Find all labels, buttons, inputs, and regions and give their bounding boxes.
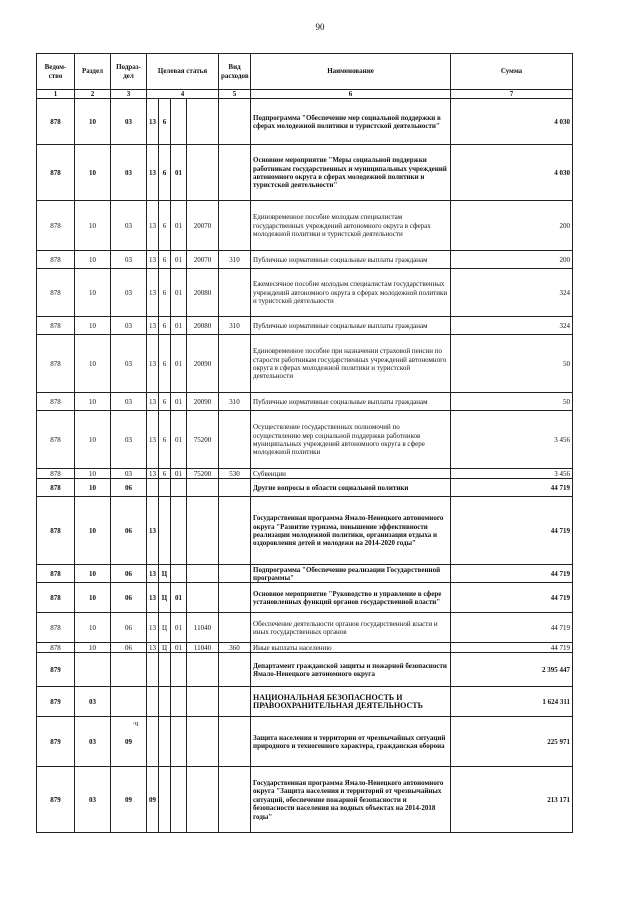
table-row — [37, 335, 573, 393]
vid-raskhodov-cell — [219, 653, 251, 687]
vid-raskhodov-cell — [219, 411, 251, 469]
podrazdel-cell: 06 — [111, 643, 147, 653]
subprogram-code-cell: Ц — [159, 613, 171, 643]
table-row — [37, 653, 573, 687]
subprogram-code-cell — [159, 653, 171, 687]
table-row — [37, 99, 573, 145]
table-row — [37, 317, 573, 335]
column-number: 4 — [147, 90, 219, 99]
event-code-cell — [171, 687, 187, 717]
program-code-cell: 09 — [147, 767, 159, 833]
vedomstvo-cell: 879 — [37, 687, 75, 717]
column-number: 1 — [37, 90, 75, 99]
vedomstvo-cell: 879 — [37, 767, 75, 833]
subprogram-code-cell: Ц — [159, 643, 171, 653]
budget-table — [36, 53, 573, 833]
podrazdel-cell: 03 — [111, 393, 147, 411]
column-number: 6 — [251, 90, 451, 99]
vid-raskhodov-cell: 360 — [219, 643, 251, 653]
summa-cell: 44 719 — [451, 613, 573, 643]
header-tselevaya-statya: Целевая статья — [147, 54, 219, 90]
naimenovanie-cell: Департамент гражданской защиты и пожарной безопасности Ямало-Ненецкого автономного округа — [251, 653, 451, 687]
vedomstvo-cell: 878 — [37, 269, 75, 317]
podrazdel-cell: 06 — [111, 479, 147, 497]
naimenovanie-cell: Государственная программа Ямало-Ненецкого автономного округа "Развитие туризма, повышение эффективности реализации молодежной политики, организация отдыха и оздоровления детей и молодежи на 2014-2020 годы" — [251, 497, 451, 565]
podrazdel-cell: 03 — [111, 251, 147, 269]
razdel-cell: 03 — [75, 717, 111, 767]
header-summa: Сумма — [451, 54, 573, 90]
event-code-cell: 01 — [171, 317, 187, 335]
table-row — [37, 145, 573, 201]
program-code-cell: 13 — [147, 411, 159, 469]
event-code-cell — [171, 653, 187, 687]
direction-code-cell: 11040 — [187, 613, 219, 643]
table-row — [37, 717, 573, 767]
subprogram-code-cell: 6 — [159, 201, 171, 251]
header-vedomstvo: Ведом-ство — [37, 54, 75, 90]
event-code-cell — [171, 497, 187, 565]
program-code-cell: 13 — [147, 201, 159, 251]
scan-mark: ·ч — [132, 719, 139, 728]
table-row — [37, 411, 573, 469]
summa-cell: 324 — [451, 317, 573, 335]
program-code-cell — [147, 717, 159, 767]
naimenovanie-cell: Защита населения и территории от чрезвычайных ситуаций природного и техногенного характера, гражданская оборона — [251, 717, 451, 767]
naimenovanie-cell: Основное мероприятие "Руководство и управление в сфере установленных функций органов государственной власти" — [251, 583, 451, 613]
naimenovanie-cell: Публичные нормативные социальные выплаты гражданам — [251, 251, 451, 269]
vedomstvo-cell: 878 — [37, 643, 75, 653]
event-code-cell: 01 — [171, 145, 187, 201]
vid-raskhodov-cell — [219, 613, 251, 643]
column-number: 7 — [451, 90, 573, 99]
program-code-cell: 13 — [147, 145, 159, 201]
program-code-cell: 13 — [147, 335, 159, 393]
event-code-cell: 01 — [171, 613, 187, 643]
naimenovanie-cell: Ежемесячное пособие молодым специалистам государственных учреждений автономного округа в сферах молодежной политики и туристской деятельности — [251, 269, 451, 317]
vedomstvo-cell: 878 — [37, 497, 75, 565]
table-row — [37, 643, 573, 653]
table-row — [37, 393, 573, 411]
vid-raskhodov-cell — [219, 335, 251, 393]
table-row — [37, 583, 573, 613]
razdel-cell: 10 — [75, 497, 111, 565]
razdel-cell: 10 — [75, 269, 111, 317]
summa-cell: 200 — [451, 251, 573, 269]
vedomstvo-cell: 879 — [37, 717, 75, 767]
subprogram-code-cell: 6 — [159, 469, 171, 479]
podrazdel-cell: 09 — [111, 767, 147, 833]
podrazdel-cell: 03 — [111, 269, 147, 317]
direction-code-cell: 11040 — [187, 643, 219, 653]
direction-code-cell: 20080 — [187, 317, 219, 335]
razdel-cell — [75, 653, 111, 687]
subprogram-code-cell: 6 — [159, 251, 171, 269]
vedomstvo-cell: 878 — [37, 393, 75, 411]
table-row — [37, 469, 573, 479]
direction-code-cell — [187, 145, 219, 201]
summa-cell: 44 719 — [451, 583, 573, 613]
naimenovanie-cell: Государственная программа Ямало-Ненецкого автономного округа "Защита населения и территорий от чрезвычайных ситуаций, обеспечение пожарной безопасности и безопасности населения на водных объектах на 2014-2018 годы" — [251, 767, 451, 833]
vid-raskhodov-cell — [219, 269, 251, 317]
event-code-cell — [171, 99, 187, 145]
program-code-cell: 13 — [147, 251, 159, 269]
subprogram-code-cell: 6 — [159, 99, 171, 145]
event-code-cell: 01 — [171, 393, 187, 411]
event-code-cell: 01 — [171, 251, 187, 269]
table-row — [37, 497, 573, 565]
subprogram-code-cell: 6 — [159, 393, 171, 411]
program-code-cell: 13 — [147, 393, 159, 411]
program-code-cell: 13 — [147, 583, 159, 613]
summa-cell: 225 971 — [451, 717, 573, 767]
podrazdel-cell: 06 — [111, 565, 147, 583]
direction-code-cell — [187, 99, 219, 145]
naimenovanie-cell: Единовременное пособие при назначении страховой пенсии по старости работникам государственных учреждений автономного округа в сферах молодежной политики и туристской деятельности — [251, 335, 451, 393]
razdel-cell: 10 — [75, 335, 111, 393]
podrazdel-cell: 06 — [111, 497, 147, 565]
vedomstvo-cell: 878 — [37, 99, 75, 145]
subprogram-code-cell — [159, 497, 171, 565]
summa-cell: 1 624 311 — [451, 687, 573, 717]
razdel-cell: 03 — [75, 767, 111, 833]
naimenovanie-cell: Другие вопросы в области социальной политики — [251, 479, 451, 497]
table-row — [37, 767, 573, 833]
vid-raskhodov-cell — [219, 687, 251, 717]
program-code-cell: 13 — [147, 317, 159, 335]
vedomstvo-cell: 878 — [37, 469, 75, 479]
naimenovanie-cell: Публичные нормативные социальные выплаты гражданам — [251, 317, 451, 335]
event-code-cell: 01 — [171, 335, 187, 393]
naimenovanie-cell: Единовременное пособие молодым специалистам государственных учреждений автономного округа в сферах молодежной политики и туристской деятельности — [251, 201, 451, 251]
summa-cell: 200 — [451, 201, 573, 251]
podrazdel-cell: 03 — [111, 335, 147, 393]
subprogram-code-cell: 6 — [159, 411, 171, 469]
razdel-cell: 10 — [75, 393, 111, 411]
summa-cell: 324 — [451, 269, 573, 317]
razdel-cell: 10 — [75, 643, 111, 653]
subprogram-code-cell: Ц — [159, 583, 171, 613]
table-row — [37, 201, 573, 251]
razdel-cell: 10 — [75, 201, 111, 251]
vedomstvo-cell: 878 — [37, 335, 75, 393]
razdel-cell: 10 — [75, 251, 111, 269]
naimenovanie-cell: Подпрограмма "Обеспечение реализации Государственной программы" — [251, 565, 451, 583]
naimenovanie-cell: Иные выплаты населению — [251, 643, 451, 653]
summa-cell: 50 — [451, 393, 573, 411]
event-code-cell — [171, 717, 187, 767]
vedomstvo-cell: 878 — [37, 317, 75, 335]
razdel-cell: 03 — [75, 687, 111, 717]
naimenovanie-cell: Обеспечение деятельности органов государственной власти и иных государственных органов — [251, 613, 451, 643]
table-row — [37, 687, 573, 717]
razdel-cell: 10 — [75, 613, 111, 643]
vedomstvo-cell: 878 — [37, 411, 75, 469]
naimenovanie-cell: НАЦИОНАЛЬНАЯ БЕЗОПАСНОСТЬ И ПРАВООХРАНИТЕЛЬНАЯ ДЕЯТЕЛЬНОСТЬ — [251, 687, 451, 717]
direction-code-cell: 20070 — [187, 201, 219, 251]
vid-raskhodov-cell: 310 — [219, 317, 251, 335]
summa-cell: 44 719 — [451, 479, 573, 497]
podrazdel-cell: 06 — [111, 613, 147, 643]
podrazdel-cell: 03 — [111, 411, 147, 469]
direction-code-cell — [187, 687, 219, 717]
podrazdel-cell — [111, 653, 147, 687]
subprogram-code-cell: 6 — [159, 335, 171, 393]
vedomstvo-cell: 878 — [37, 565, 75, 583]
summa-cell: 3 456 — [451, 411, 573, 469]
vid-raskhodov-cell — [219, 479, 251, 497]
subprogram-code-cell — [159, 687, 171, 717]
naimenovanie-cell: Субвенции — [251, 469, 451, 479]
direction-code-cell: 20090 — [187, 393, 219, 411]
summa-cell: 3 456 — [451, 469, 573, 479]
podrazdel-cell — [111, 687, 147, 717]
direction-code-cell — [187, 767, 219, 833]
naimenovanie-cell: Подпрограмма "Обеспечение мер социальной поддержки в сферах молодежной политики и туристской деятельности" — [251, 99, 451, 145]
direction-code-cell: 20090 — [187, 335, 219, 393]
event-code-cell: 01 — [171, 469, 187, 479]
event-code-cell: 01 — [171, 411, 187, 469]
column-number: 5 — [219, 90, 251, 99]
header-podrazdel: Подраз-дел — [111, 54, 147, 90]
razdel-cell: 10 — [75, 411, 111, 469]
event-code-cell — [171, 565, 187, 583]
program-code-cell: 13 — [147, 565, 159, 583]
event-code-cell — [171, 767, 187, 833]
podrazdel-cell: 03 — [111, 469, 147, 479]
subprogram-code-cell — [159, 479, 171, 497]
vid-raskhodov-cell: 310 — [219, 251, 251, 269]
header-vid-raskhodov: Вид расходов — [219, 54, 251, 90]
razdel-cell: 10 — [75, 317, 111, 335]
podrazdel-cell: 03 — [111, 99, 147, 145]
vid-raskhodov-cell — [219, 767, 251, 833]
summa-cell: 44 719 — [451, 497, 573, 565]
podrazdel-cell: 03 — [111, 317, 147, 335]
event-code-cell: 01 — [171, 269, 187, 317]
vedomstvo-cell: 878 — [37, 583, 75, 613]
vid-raskhodov-cell — [219, 99, 251, 145]
subprogram-code-cell: 6 — [159, 269, 171, 317]
direction-code-cell: 75200 — [187, 469, 219, 479]
summa-cell: 213 171 — [451, 767, 573, 833]
direction-code-cell — [187, 565, 219, 583]
direction-code-cell — [187, 479, 219, 497]
program-code-cell: 13 — [147, 613, 159, 643]
event-code-cell: 01 — [171, 201, 187, 251]
vid-raskhodov-cell — [219, 583, 251, 613]
program-code-cell: 13 — [147, 99, 159, 145]
program-code-cell — [147, 687, 159, 717]
vid-raskhodov-cell: 530 — [219, 469, 251, 479]
summa-cell: 44 719 — [451, 643, 573, 653]
podrazdel-cell: 03 — [111, 201, 147, 251]
summa-cell: 44 719 — [451, 565, 573, 583]
razdel-cell: 10 — [75, 145, 111, 201]
direction-code-cell: 20080 — [187, 269, 219, 317]
direction-code-cell — [187, 497, 219, 565]
table-row — [37, 269, 573, 317]
table-row — [37, 565, 573, 583]
table-row — [37, 251, 573, 269]
direction-code-cell: 20070 — [187, 251, 219, 269]
event-code-cell — [171, 479, 187, 497]
vedomstvo-cell: 878 — [37, 613, 75, 643]
vid-raskhodov-cell — [219, 201, 251, 251]
subprogram-code-cell — [159, 717, 171, 767]
event-code-cell: 01 — [171, 643, 187, 653]
table-row — [37, 613, 573, 643]
razdel-cell: 10 — [75, 469, 111, 479]
page-number: 90 — [315, 22, 325, 32]
program-code-cell: 13 — [147, 643, 159, 653]
column-number: 3 — [111, 90, 147, 99]
subprogram-code-cell: 6 — [159, 317, 171, 335]
vedomstvo-cell: 878 — [37, 251, 75, 269]
program-code-cell: 13 — [147, 469, 159, 479]
naimenovanie-cell: Основное мероприятие "Меры социальной поддержки работникам государственных и муниципальных учреждений автономного округа в сферах молодежной политики и туристской деятельности" — [251, 145, 451, 201]
summa-cell: 4 030 — [451, 99, 573, 145]
podrazdel-cell: 09 — [111, 717, 147, 767]
razdel-cell: 10 — [75, 565, 111, 583]
header-razdel: Раздел — [75, 54, 111, 90]
subprogram-code-cell: Ц — [159, 565, 171, 583]
podrazdel-cell: 03 — [111, 145, 147, 201]
program-code-cell — [147, 479, 159, 497]
vedomstvo-cell: 878 — [37, 201, 75, 251]
direction-code-cell — [187, 717, 219, 767]
direction-code-cell — [187, 583, 219, 613]
razdel-cell: 10 — [75, 99, 111, 145]
vedomstvo-cell: 878 — [37, 145, 75, 201]
subprogram-code-cell: 6 — [159, 145, 171, 201]
razdel-cell: 10 — [75, 583, 111, 613]
table-row — [37, 479, 573, 497]
summa-cell: 50 — [451, 335, 573, 393]
vedomstvo-cell: 879 — [37, 653, 75, 687]
program-code-cell: 13 — [147, 497, 159, 565]
column-number: 2 — [75, 90, 111, 99]
vid-raskhodov-cell: 310 — [219, 393, 251, 411]
podrazdel-cell: 06 — [111, 583, 147, 613]
naimenovanie-cell: Публичные нормативные социальные выплаты гражданам — [251, 393, 451, 411]
vid-raskhodov-cell — [219, 145, 251, 201]
summa-cell: 4 030 — [451, 145, 573, 201]
vid-raskhodov-cell — [219, 717, 251, 767]
naimenovanie-cell: Осуществление государственных полномочий по осуществлению мер социальной поддержки работников муниципальных учреждений автономного округа в сфере молодежной политики — [251, 411, 451, 469]
direction-code-cell: 75200 — [187, 411, 219, 469]
razdel-cell: 10 — [75, 479, 111, 497]
summa-cell: 2 395 447 — [451, 653, 573, 687]
vedomstvo-cell: 878 — [37, 479, 75, 497]
event-code-cell: 01 — [171, 583, 187, 613]
program-code-cell — [147, 653, 159, 687]
vid-raskhodov-cell — [219, 497, 251, 565]
subprogram-code-cell — [159, 767, 171, 833]
program-code-cell: 13 — [147, 269, 159, 317]
vid-raskhodov-cell — [219, 565, 251, 583]
direction-code-cell — [187, 653, 219, 687]
header-naimenovanie: Наименование — [251, 54, 451, 90]
